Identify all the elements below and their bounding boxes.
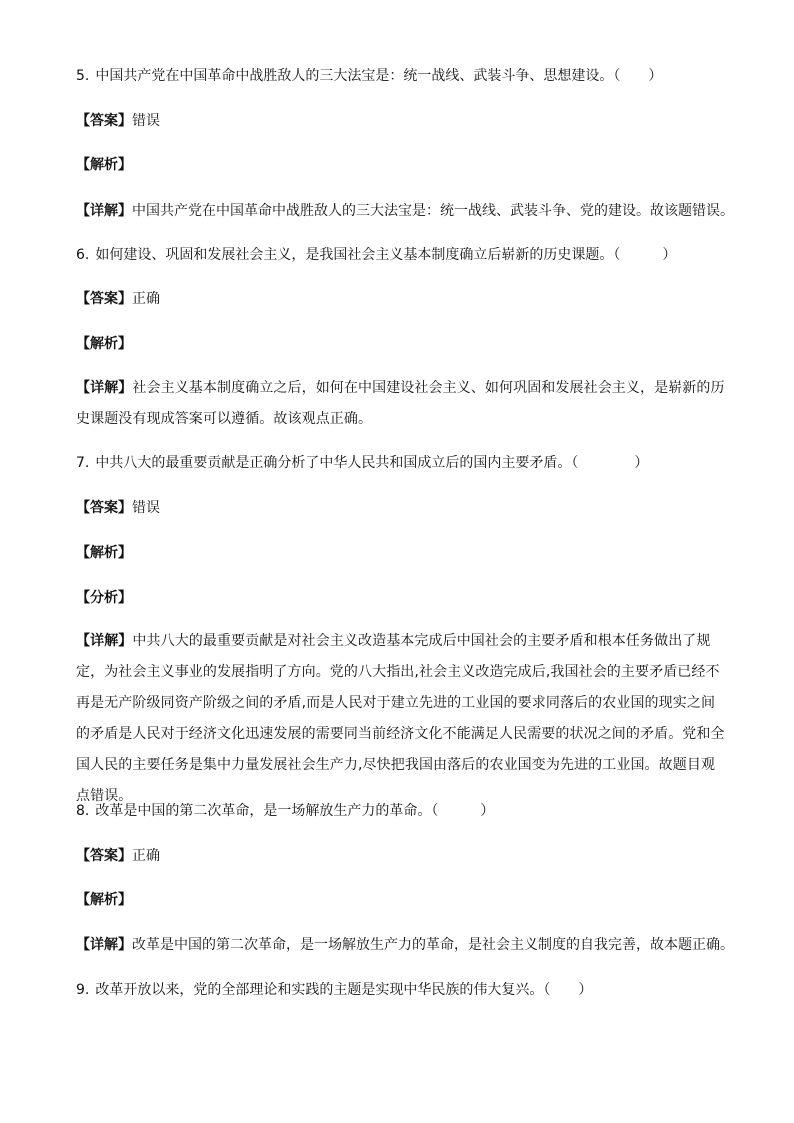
- answer-text: 错误: [132, 113, 160, 129]
- analysis-tag: 【解析】: [76, 545, 132, 561]
- detail-5: [76, 201, 734, 221]
- question-8: [76, 801, 726, 821]
- detail-6: [76, 373, 726, 435]
- answer-tag: 【答案】: [76, 500, 132, 516]
- detail-tag: 【详解】: [76, 633, 133, 649]
- question-number: 8.: [76, 803, 90, 819]
- question-number: 6.: [76, 247, 90, 263]
- fenxi-7: [76, 588, 726, 608]
- detail-text: 改革是中国的第二次革命，是一场解放生产力的革命，是社会主义制度的自我完善，故本题正确。: [132, 937, 734, 953]
- detail-7: [76, 626, 726, 812]
- question-number: 7.: [76, 455, 90, 471]
- detail-8: [76, 935, 734, 955]
- question-text: 改革是中国的第二次革命，是一场解放生产力的革命。（ ）: [95, 803, 495, 819]
- fenxi-tag: 【分析】: [76, 590, 132, 606]
- analysis-7: [76, 543, 726, 563]
- question-9: [76, 980, 726, 1000]
- answer-tag: 【答案】: [76, 848, 132, 864]
- question-text: 中共八大的最重要贡献是正确分析了中华人民共和国成立后的国内主要矛盾。（ ）: [95, 455, 649, 471]
- answer-tag: 【答案】: [76, 291, 132, 307]
- detail-text: 中国共产党在中国革命中战胜敌人的三大法宝是：统一战线、武装斗争、党的建设。故该题错误。: [132, 203, 734, 219]
- analysis-6: [76, 334, 726, 354]
- analysis-5: [76, 155, 726, 175]
- question-7: [76, 453, 726, 473]
- answer-text: 错误: [132, 500, 160, 516]
- detail-text: 中共八大的最重要贡献是对社会主义改造基本完成后中国社会的主要矛盾和根本任务做出了规定，为社会主义事业的发展指明了方向。党的八大指出,社会主义改造完成后,我国社会的主要矛盾已经不再是无产阶级同资产阶级之间的矛盾,而是人民对于建立先进的工业国的要求同落后的农业国的现实之间的矛盾是人民对于经济文化迅速发展的需要同当前经济文化不能满足人民需要的状况之间的矛盾。党和全国人民的主要任务是集中力量发展社会生产力,尽快把我国由落后的农业国变为先进的工业国。故题目观点错误。: [76, 633, 725, 804]
- question-5: [76, 66, 726, 86]
- detail-text: 社会主义基本制度确立之后，如何在中国建设社会主义、如何巩固和发展社会主义，是崭新的历史课题没有现成答案可以遵循。故该观点正确。: [76, 380, 725, 427]
- detail-tag: 【详解】: [76, 203, 132, 219]
- question-text: 如何建设、巩固和发展社会主义，是我国社会主义基本制度确立后崭新的历史课题。（ ）: [95, 247, 677, 263]
- detail-tag: 【详解】: [76, 937, 132, 953]
- analysis-tag: 【解析】: [76, 157, 132, 173]
- answer-5: [76, 111, 726, 131]
- question-number: 5.: [76, 68, 90, 84]
- analysis-tag: 【解析】: [76, 892, 132, 908]
- answer-text: 正确: [132, 291, 160, 307]
- question-6: [76, 245, 726, 265]
- answer-7: [76, 498, 726, 518]
- question-text: 改革开放以来，党的全部理论和实践的主题是实现中华民族的伟大复兴。（ ）: [95, 982, 593, 998]
- answer-text: 正确: [132, 848, 160, 864]
- detail-tag: 【详解】: [76, 380, 133, 396]
- question-number: 9.: [76, 982, 90, 998]
- analysis-8: [76, 890, 726, 910]
- question-text: 中国共产党在中国革命中战胜敌人的三大法宝是：统一战线、武装斗争、思想建设。（ ）: [95, 68, 663, 84]
- analysis-tag: 【解析】: [76, 336, 132, 352]
- answer-6: [76, 289, 726, 309]
- answer-8: [76, 846, 726, 866]
- answer-tag: 【答案】: [76, 113, 132, 129]
